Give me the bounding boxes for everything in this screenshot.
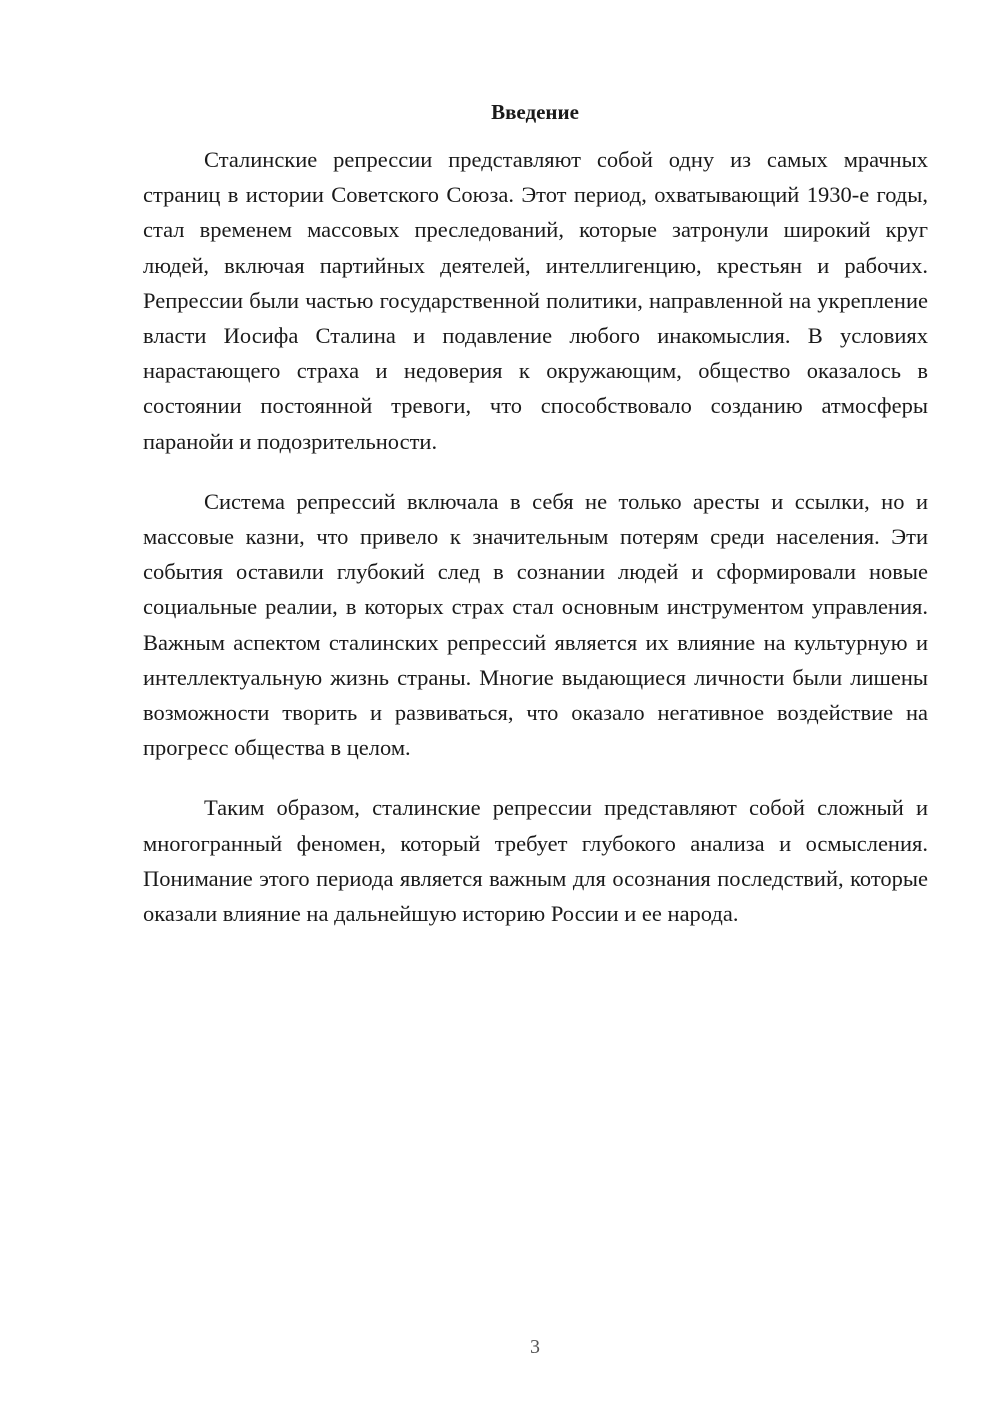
document-body [143,142,928,956]
paragraph-3: Таким образом, сталинские репрессии представляют собой сложный и многогранный феномен, который требует глубокого анализа и осмысления. Понимание этого периода является важным для осознания последствий, которые оказали влияние на дальнейшую историю России и ее народа. [143,795,928,927]
paragraph-1: Сталинские репрессии представляют собой одну из самых мрачных страниц в истории Советского Союза. Этот период, охватывающий 1930-е годы, стал временем массовых преследований, которые затронули широкий круг людей, включая партийных деятелей, интеллигенцию, крестьян и рабочих. Репрессии были частью государственной политики, направленной на укрепление власти Иосифа Сталина и подавление любого инакомыслия. В условиях нарастающего страха и недоверия к окружающим, общество оказалось в состоянии постоянной тревоги, что способствовало созданию атмосферы паранойи и подозрительности. [143,147,928,454]
page-title: Введение [491,100,579,124]
paragraph-2: Система репрессий включала в себя не только аресты и ссылки, но и массовые казни, что привело к значительным потерям среди населения. Эти события оставили глубокий след в сознании людей и сформировали новые социальные реалии, в которых страх стал основным инструментом управления. Важным аспектом сталинских репрессий является их влияние на культурную и интеллектуальную жизнь страны. Многие выдающиеся личности были лишены возможности творить и развиваться, что оказало негативное воздействие на прогресс общества в целом. [143,488,928,761]
page-number: 3 [530,1336,540,1358]
